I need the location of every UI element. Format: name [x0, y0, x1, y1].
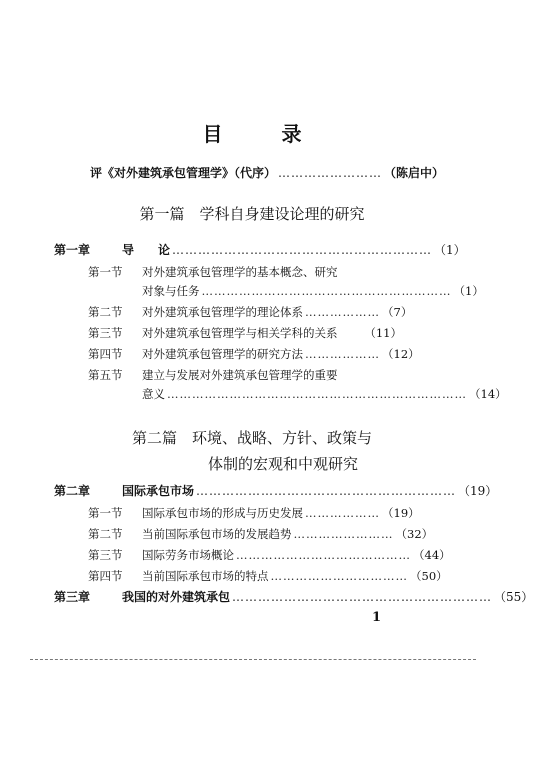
section-title: 国际劳务市场概论: [142, 548, 234, 562]
leader-dots: ……………………………………: [236, 548, 411, 562]
leader-dots: ………………………………………………………………: [167, 387, 467, 401]
section-label: 第四节: [88, 347, 123, 361]
leader-dots: ……………………………………………………: [232, 590, 493, 604]
section-label: 第四节: [88, 569, 123, 583]
leader-dots: ……………………: [278, 166, 383, 180]
section-1-1-continuation: [142, 283, 484, 299]
section-1-3-entry: [88, 325, 402, 341]
bottom-rule: [30, 659, 476, 660]
preface-title: 评《对外建筑承包管理学》（代序）: [90, 166, 277, 180]
preface-author: （陈启中）: [384, 166, 445, 180]
preface-entry: [90, 164, 445, 181]
leader-dots: ………………: [305, 347, 380, 361]
section-label: 第二节: [88, 527, 123, 541]
leader-dots: ……………………………………………………: [201, 284, 452, 298]
section-2-2-entry: [88, 526, 434, 542]
section-2-1-entry: [88, 505, 420, 521]
chapter-title: 导 论: [122, 243, 171, 257]
chapter-label: 第三章: [54, 590, 91, 604]
section-title: 国际承包市场的形成与历史发展: [142, 506, 303, 520]
section-2-3-entry: [88, 547, 451, 563]
section-1-1-entry: [88, 264, 402, 280]
page-ref: （11）: [364, 326, 402, 340]
section-label: 第三节: [88, 326, 123, 340]
part-two-heading: [0, 428, 504, 474]
section-title: 当前国际承包市场的特点: [142, 569, 269, 583]
section-title: 对外建筑承包管理学的基本概念、研究: [142, 265, 338, 279]
chapter-label: 第一章: [54, 243, 91, 257]
section-1-5-entry: [88, 367, 402, 383]
page-ref: （1）: [434, 243, 466, 257]
chapter-title: 国际承包市场: [122, 484, 195, 498]
section-title: 对外建筑承包管理学的研究方法: [142, 347, 303, 361]
chapter-label: 第二章: [54, 484, 91, 498]
chapter-1-entry: [54, 242, 466, 258]
leader-dots: ………………: [305, 305, 380, 319]
section-label: 第三节: [88, 548, 123, 562]
chapter-title: 我国的对外建筑承包: [122, 590, 231, 604]
section-1-2-entry: [88, 304, 413, 320]
page-ref: （55）: [494, 590, 533, 604]
page-ref: （7）: [382, 305, 413, 319]
leader-dots: ……………………………: [270, 569, 408, 583]
section-label: 第一节: [88, 265, 123, 279]
chapter-3-entry: [54, 589, 533, 605]
page-ref: （12）: [382, 347, 420, 361]
section-title: 当前国际承包市场的发展趋势: [142, 527, 292, 541]
section-title: 建立与发展对外建筑承包管理学的重要: [142, 368, 338, 382]
chapter-2-entry: [54, 483, 498, 499]
section-label: 第一节: [88, 506, 123, 520]
page-ref: （50）: [410, 569, 448, 583]
page-ref: （19）: [382, 506, 420, 520]
section-title-cont: 对象与任务: [142, 284, 200, 298]
leader-dots: ……………………: [293, 527, 394, 541]
section-label: 第五节: [88, 368, 123, 382]
toc-title: 目 录: [202, 122, 328, 146]
leader-dots: ………………: [305, 506, 380, 520]
section-1-5-continuation: [142, 386, 507, 402]
page-ref: （1）: [453, 284, 484, 298]
part-two-line-2: 体制的宏观和中观研究: [207, 455, 358, 473]
section-title: 对外建筑承包管理学的理论体系: [142, 305, 303, 319]
page-ref: （19）: [458, 484, 498, 498]
page-ref: （32）: [395, 527, 434, 541]
section-title: 对外建筑承包管理学与相关学科的关系: [142, 326, 338, 340]
page-ref: （44）: [413, 548, 451, 562]
page-number: 1: [372, 610, 382, 625]
part-two-line-1: 第二篇 环境、战略、方针、政策与: [131, 429, 372, 447]
leader-dots: ……………………………………………………: [172, 243, 433, 257]
page-ref: （14）: [469, 387, 507, 401]
part-one-heading: 第一篇 学科自身建设论理的研究: [139, 205, 365, 223]
section-2-4-entry: [88, 568, 448, 584]
section-1-4-entry: [88, 346, 420, 362]
section-label: 第二节: [88, 305, 123, 319]
section-title-cont: 意义: [142, 387, 165, 401]
leader-dots: ……………………………………………………: [196, 484, 457, 498]
